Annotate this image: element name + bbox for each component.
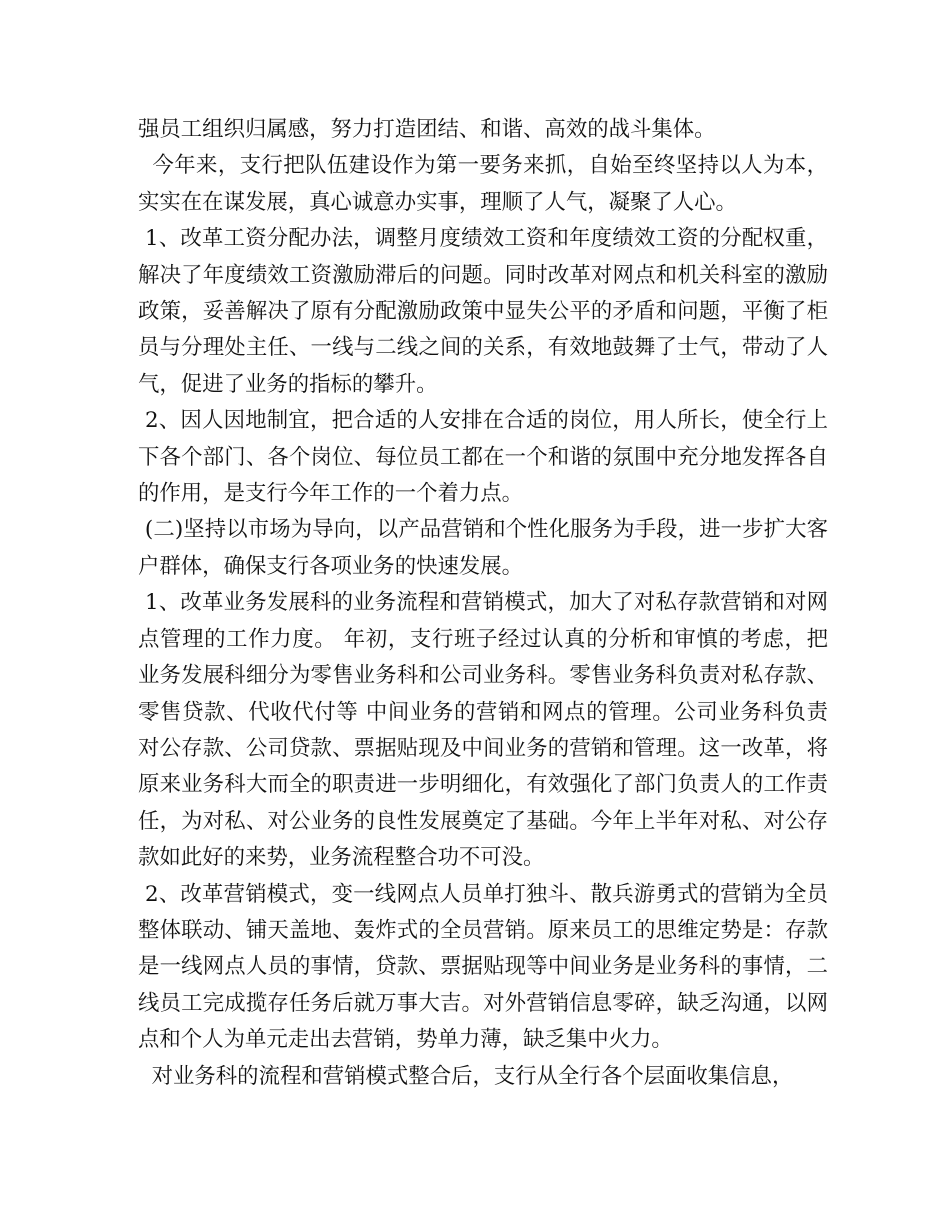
paragraph-5: (二)坚持以市场为导向，以产品营销和个性化服务为手段，进一步扩大客户群体，确保支行各项业务的快速发展。 xyxy=(138,517,828,579)
paragraph-4: 2、因人因地制宜，把合适的人安排在合适的岗位，用人所长，使全行上下各个部门、各个岗位、每位员工都在一个和谐的氛围中充分地发挥各自的作用，是支行今年工作的一个着力点。 xyxy=(138,408,828,507)
paragraph-6: 1、改革业务发展科的业务流程和营销模式，加大了对私存款营销和对网点管理的工作力度。 年初，支行班子经过认真的分析和审慎的考虑，把业务发展科细分为零售业务科和公司业务科。零售业务科负责对私存款、零售贷款、代收代付等 中间业务的营销和网点的管理。公司业务科负责对公存款、公司贷款、票据贴现及中间业务的营销和管理。这一改革，将原来业务科大而全的职责进一步明细化，有效强化了部门负责人的工作责任，为对私、对公业务的良性发展奠定了基础。今年上半年对私、对公存款如此好的来势，业务流程整合功不可没。 xyxy=(138,590,828,871)
paragraph-2: 今年来，支行把队伍建设作为第一要务来抓，自始至终坚持以人为本，实实在在谋发展，真心诚意办实事，理顺了人气，凝聚了人心。 xyxy=(138,153,828,215)
paragraph-7: 2、改革营销模式，变一线网点人员单打独斗、散兵游勇式的营销为全员整体联动、铺天盖地、轰炸式的全员营销。原来员工的思维定势是：存款是一线网点人员的事情，贷款、票据贴现等中间业务是业务科的事情，二线员工完成揽存任务后就万事大吉。对外营销信息零碎，缺乏沟通，以网点和个人为单元走出去营销，势单力薄，缺乏集中火力。 xyxy=(138,881,828,1053)
paragraph-8: 对业务科的流程和营销模式整合后，支行从全行各个层面收集信息， xyxy=(138,1063,794,1089)
paragraph-3: 1、改革工资分配办法，调整月度绩效工资和年度绩效工资的分配权重，解决了年度绩效工资激励滞后的问题。同时改革对网点和机关科室的激励政策，妥善解决了原有分配激励政策中显失公平的矛盾和问题，平衡了柜员与分理处主任、一线与二线之间的关系，有效地鼓舞了士气，带动了人气，促进了业务的指标的攀升。 xyxy=(138,226,828,397)
document-body xyxy=(138,112,828,1095)
paragraph-1: 强员工组织归属感，努力打造团结、和谐、高效的战斗集体。 xyxy=(138,117,716,142)
